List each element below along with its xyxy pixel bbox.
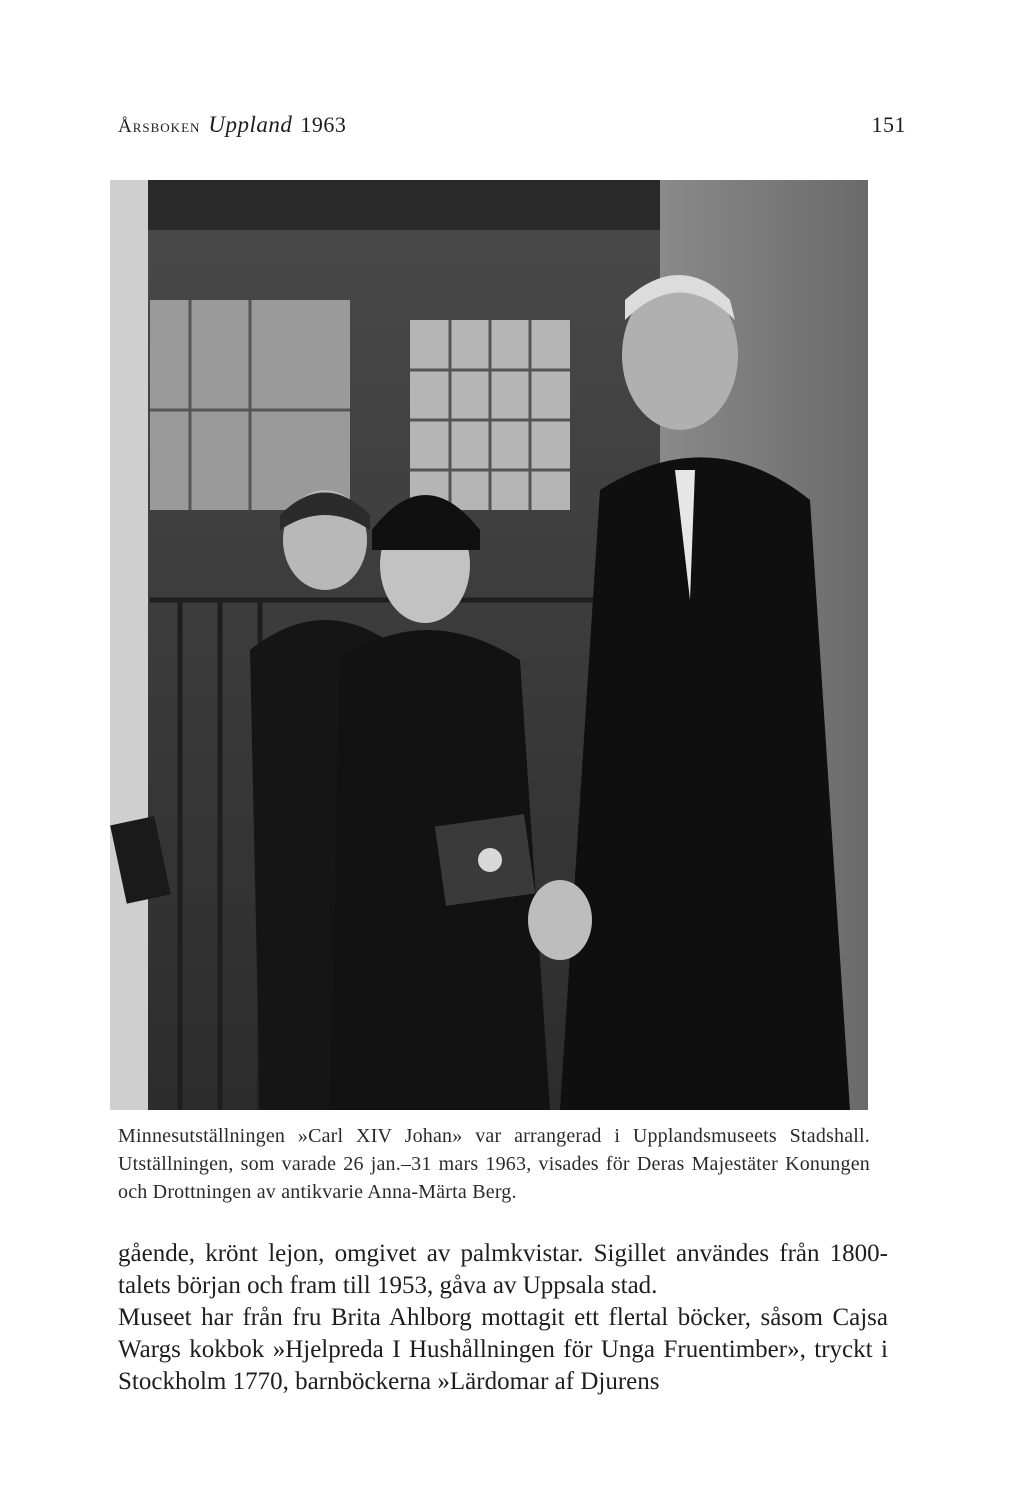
yearbook-year: 1963 <box>300 112 347 137</box>
body-paragraph: gående, krönt lejon, omgivet av palmkvistar. Sigillet användes från 1800-talets början och fram till 1953, gåva av Uppsala stad. <box>118 1240 888 1299</box>
page-number: 151 <box>871 112 906 137</box>
yearbook-title: Uppland <box>208 112 293 137</box>
photograph-icon <box>110 180 868 1110</box>
body-text <box>118 1238 888 1398</box>
running-head-left <box>118 112 346 138</box>
running-head <box>118 112 906 138</box>
photo-caption: Minnesutställningen »Carl XIV Johan» var arrangerad i Upplandsmuseets Stadshall. Utställningen, som varade 26 jan.–31 mars 1963, visades för Deras Majestäter Konungen och Drottningen av antikvarie Anna-Märta Berg. <box>118 1125 870 1203</box>
photograph <box>110 180 868 1110</box>
yearbook-label: Årsboken <box>118 116 201 137</box>
body-paragraph: Museet har från fru Brita Ahlborg mottagit ett flertal böcker, såsom Cajsa Wargs kokbok »Hjelpreda I Hushållningen för Unga Fruentimber», tryckt i Stockholm 1770, barnböckerna »Lärdomar af Djurens <box>118 1304 888 1395</box>
